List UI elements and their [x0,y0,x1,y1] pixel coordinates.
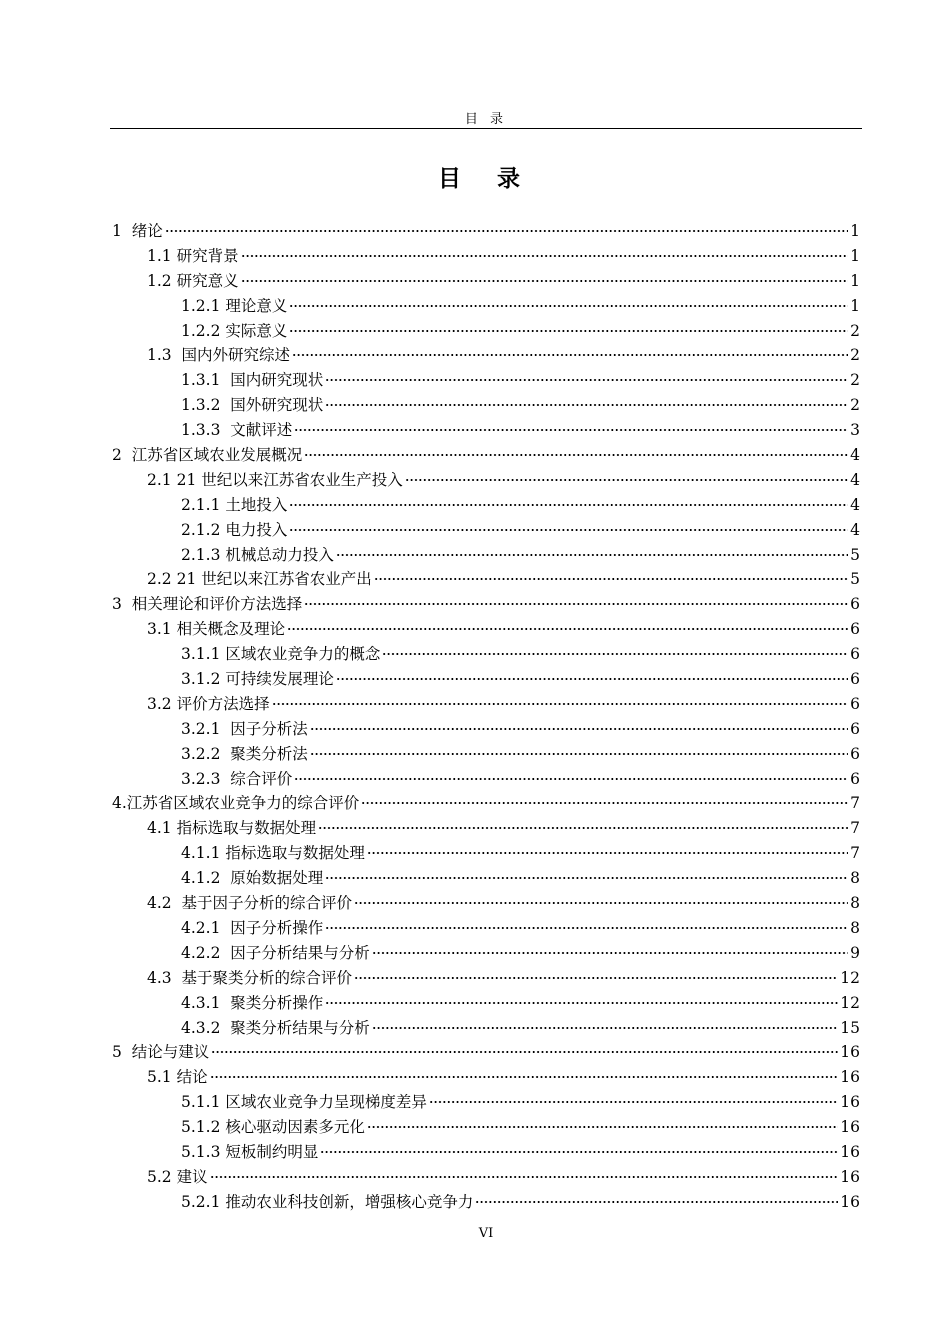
toc-entry-3-2-2[interactable] [112,742,860,767]
dot-leader [475,1201,838,1203]
toc-entry-page: 6 [850,645,860,664]
toc-entry-label: 1.2.2 实际意义 [181,321,288,340]
toc-entry-label: 2.2 21 世纪以来江苏省农业产出 [147,570,372,589]
toc-entry-label: 5.2.1 推动农业科技创新，增强核心竞争力 [181,1192,474,1211]
dot-leader [354,977,838,979]
toc-entry-1-2-1[interactable] [112,294,860,319]
toc-entry-label: 1 绪论 [112,222,163,240]
toc-entry-5[interactable] [112,1040,860,1065]
dot-leader [372,952,848,954]
toc-entry-1-3-2[interactable] [112,393,860,418]
toc-entry-2-1-2[interactable] [112,518,860,543]
dot-leader [318,827,848,829]
toc-entry-page: 2 [850,321,860,340]
toc-entry-label: 1.3.1 国内研究现状 [181,371,324,390]
toc-entry-label: 4.江苏省区域农业竞争力的综合评价 [112,794,360,813]
dot-leader [336,554,848,556]
toc-entry-4-3[interactable] [112,966,860,991]
dot-leader [325,877,848,879]
toc-entry-label: 1.3.2 国外研究现状 [181,396,324,415]
toc-entry-label: 2.1.2 电力投入 [181,520,288,539]
toc-entry-page: 16 [840,1192,860,1211]
toc-entry-page: 4 [850,520,860,539]
toc-entry-3[interactable] [112,592,860,617]
toc-entry-1-2[interactable] [112,269,860,294]
toc-entry-label: 3.2.2 聚类分析法 [181,744,308,763]
toc-entry-page: 2 [850,396,860,415]
dot-leader [165,230,848,232]
toc-entry-4-3-1[interactable] [112,991,860,1016]
dot-leader [372,1027,838,1029]
toc-entry-5-2[interactable] [112,1165,860,1190]
table-of-contents [112,219,860,1215]
dot-leader [310,728,848,730]
toc-entry-3-2-3[interactable] [112,767,860,792]
dot-leader [241,255,849,257]
toc-entry-page: 4 [850,446,860,465]
dot-leader [320,1151,838,1153]
header-rule [110,128,862,129]
toc-entry-label: 3.2.3 综合评价 [181,769,293,788]
toc-entry-page: 5 [850,570,860,589]
toc-entry-4[interactable] [112,791,860,816]
toc-entry-page: 1 [850,246,860,265]
dot-leader [382,653,848,655]
dot-leader [294,778,848,780]
toc-title: 目 录 [437,166,534,192]
toc-entry-1-2-2[interactable] [112,319,860,344]
toc-entry-3-2-1[interactable] [112,717,860,742]
toc-entry-page: 16 [840,1093,860,1112]
dot-leader [367,852,848,854]
dot-leader [304,454,848,456]
dot-leader [289,305,848,307]
toc-entry-page: 6 [850,769,860,788]
toc-entry-3-1-1[interactable] [112,642,860,667]
toc-entry-page: 6 [850,670,860,689]
toc-entry-page: 16 [840,1167,860,1186]
toc-entry-4-2-2[interactable] [112,941,860,966]
toc-entry-page: 12 [840,993,860,1012]
dot-leader [354,902,848,904]
toc-entry-label: 1.3 国内外研究综述 [147,346,291,365]
dot-leader [336,678,848,680]
dot-leader [325,1002,838,1004]
dot-leader [325,379,848,381]
toc-entry-1-1[interactable] [112,244,860,269]
toc-entry-page: 7 [850,844,860,863]
toc-entry-label: 4.3 基于聚类分析的综合评价 [147,968,353,987]
toc-entry-5-2-1[interactable] [112,1190,860,1215]
toc-entry-page: 2 [850,371,860,390]
toc-entry-4-1-1[interactable] [112,841,860,866]
toc-entry-4-1[interactable] [112,816,860,841]
toc-entry-5-1[interactable] [112,1065,860,1090]
toc-entry-label: 5 结论与建议 [112,1043,210,1062]
toc-entry-label: 3.1 相关概念及理论 [147,620,286,639]
toc-entry-label: 4.2.1 因子分析操作 [181,918,324,937]
dot-leader [429,1101,838,1103]
toc-entry-page: 6 [850,694,860,713]
toc-entry-page: 3 [850,421,860,440]
dot-leader [289,504,848,506]
toc-entry-4-2-1[interactable] [112,916,860,941]
toc-entry-page: 1 [850,222,860,240]
toc-entry-page: 6 [850,719,860,738]
toc-entry-label: 5.2 建议 [147,1167,208,1186]
toc-entry-label: 3.1.2 可持续发展理论 [181,670,334,689]
toc-entry-page: 15 [840,1018,860,1037]
toc-entry-4-3-2[interactable] [112,1016,860,1041]
dot-leader [292,354,848,356]
toc-entry-label: 5.1.1 区域农业竞争力呈现梯度差异 [181,1093,427,1112]
toc-entry-2-2[interactable] [112,567,860,592]
toc-entry-page: 5 [850,545,860,564]
toc-entry-label: 3.1.1 区域农业竞争力的概念 [181,645,381,664]
toc-entry-page: 16 [840,1142,860,1161]
page-number: VI [478,1226,494,1241]
dot-leader [374,578,848,580]
toc-entry-page: 6 [850,744,860,763]
toc-entry-label: 1.1 研究背景 [147,246,239,265]
toc-entry-3-1-2[interactable] [112,667,860,692]
dot-leader [367,1126,838,1128]
toc-entry-label: 5.1.2 核心驱动因素多元化 [181,1118,365,1137]
toc-entry-page: 4 [850,495,860,514]
toc-entry-5-1-1[interactable] [112,1090,860,1115]
toc-entry-label: 3.2.1 因子分析法 [181,719,308,738]
dot-leader [325,927,848,929]
toc-entry-2[interactable] [112,443,860,468]
toc-entry-label: 4.2 基于因子分析的综合评价 [147,894,353,913]
dot-leader [405,479,848,481]
toc-entry-page: 1 [850,271,860,290]
toc-entry-label: 3 相关理论和评价方法选择 [112,595,303,614]
toc-entry-1[interactable] [112,219,860,244]
toc-entry-label: 5.1 结论 [147,1068,208,1087]
toc-entry-label: 1.3.3 文献评述 [181,421,293,440]
dot-leader [210,1076,839,1078]
toc-entry-label: 4.1 指标选取与数据处理 [147,819,317,838]
toc-entry-2-1-1[interactable] [112,493,860,518]
toc-entry-3-2[interactable] [112,692,860,717]
dot-leader [289,330,848,332]
toc-entry-5-1-3[interactable] [112,1140,860,1165]
toc-entry-2-1-3[interactable] [112,543,860,568]
toc-entry-4-2[interactable] [112,891,860,916]
toc-entry-page: 6 [850,595,860,614]
dot-leader [325,404,848,406]
toc-entry-1-3[interactable] [112,343,860,368]
toc-entry-page: 12 [840,968,860,987]
dot-leader [210,1176,839,1178]
dot-leader [272,703,849,705]
toc-entry-page: 1 [850,296,860,315]
toc-entry-label: 4.3.2 聚类分析结果与分析 [181,1018,370,1037]
toc-entry-page: 6 [850,620,860,639]
dot-leader [211,1051,838,1053]
toc-entry-page: 4 [850,470,860,489]
dot-leader [294,429,848,431]
toc-entry-page: 8 [850,894,860,913]
dot-leader [310,753,848,755]
toc-entry-label: 2.1.1 土地投入 [181,495,288,514]
toc-entry-label: 2.1 21 世纪以来江苏省农业生产投入 [147,470,403,489]
toc-entry-label: 5.1.3 短板制约明显 [181,1142,319,1161]
toc-entry-page: 16 [840,1118,860,1137]
running-header: 目 录 [464,112,508,127]
toc-entry-2-1[interactable] [112,468,860,493]
dot-leader [304,603,848,605]
dot-leader [289,529,848,531]
toc-entry-page: 9 [850,943,860,962]
dot-leader [287,628,848,630]
toc-entry-page: 8 [850,918,860,937]
dot-leader [241,280,849,282]
toc-entry-label: 4.3.1 聚类分析操作 [181,993,324,1012]
toc-entry-page: 16 [840,1068,860,1087]
toc-entry-page: 16 [840,1043,860,1062]
toc-entry-page: 7 [850,794,860,813]
toc-entry-page: 7 [850,819,860,838]
toc-entry-5-1-2[interactable] [112,1115,860,1140]
dot-leader [361,802,848,804]
toc-entry-label: 3.2 评价方法选择 [147,694,270,713]
toc-entry-label: 4.1.2 原始数据处理 [181,869,324,888]
toc-entry-3-1[interactable] [112,617,860,642]
toc-entry-1-3-3[interactable] [112,418,860,443]
toc-entry-label: 1.2 研究意义 [147,271,239,290]
toc-entry-4-1-2[interactable] [112,866,860,891]
toc-entry-label: 2 江苏省区域农业发展概况 [112,446,303,465]
toc-entry-label: 2.1.3 机械总动力投入 [181,545,334,564]
toc-entry-1-3-1[interactable] [112,368,860,393]
toc-entry-label: 4.2.2 因子分析结果与分析 [181,943,370,962]
toc-entry-page: 8 [850,869,860,888]
toc-entry-page: 2 [850,346,860,365]
toc-entry-label: 4.1.1 指标选取与数据处理 [181,844,365,863]
toc-entry-label: 1.2.1 理论意义 [181,296,288,315]
